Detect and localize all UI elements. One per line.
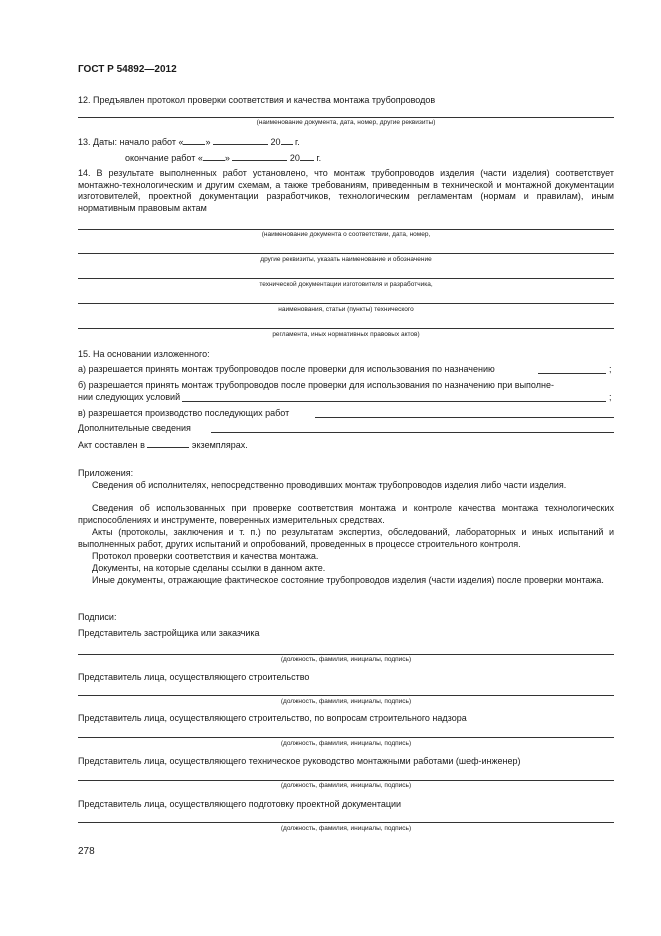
appendix-item: Сведения об использованных при проверке соответствия монтажа и контроле качества монтажа технологических приспособлениях и инструменте, поверенных измерительных средствах.: [78, 503, 614, 525]
year-suffix: г.: [316, 153, 322, 163]
act-copies-field[interactable]: [147, 438, 189, 448]
year-prefix: 20: [289, 153, 300, 163]
item-13-label: 13. Даты:: [78, 137, 118, 147]
item-14-fill-line-3: [78, 278, 614, 279]
item-13-start-label: начало работ «: [119, 137, 184, 147]
item-13-start-row: [78, 135, 614, 149]
act-copies-row: [78, 438, 248, 452]
start-month-field[interactable]: [213, 135, 268, 145]
item-13-end-label: окончание работ «: [125, 153, 203, 163]
signatures-heading: Подписи:: [78, 612, 117, 622]
end-day-field[interactable]: [203, 151, 225, 161]
signature-line-2[interactable]: [78, 695, 614, 696]
item-15-c: в) разрешается производство последующих работ: [78, 408, 290, 418]
item-14-fill-line-4: [78, 303, 614, 304]
signature-role-3: Представитель лица, осуществляющего строительство, по вопросам строительного надзора: [78, 713, 467, 723]
start-year-field[interactable]: [281, 135, 293, 145]
item-14-caption-1: (наименование документа о соответствии, дата, номер,: [261, 231, 431, 238]
act-suffix: экземплярах.: [191, 440, 248, 450]
signature-line-5[interactable]: [78, 822, 614, 823]
item-13-end-row: [125, 151, 661, 165]
semicolon: ;: [609, 392, 612, 402]
signature-role-4: Представитель лица, осуществляющего техническое руководство монтажными работами (шеф-инженер): [78, 756, 521, 766]
signature-line-4[interactable]: [78, 780, 614, 781]
year-prefix: 20: [270, 137, 281, 147]
item-14-caption-4: наименования, статьи (пункты) технического: [278, 306, 414, 313]
year-suffix: г.: [295, 137, 300, 147]
item-14-text: 14. В результате выполненных работ установлено, что монтаж трубопроводов изделия (части изделия) соответствует монтажно-технологическим и другим схемам, а также требованиям, приведенным в технической и монтажной документации изготовителей, проектной документации разработчиков, технологическим регламентам (нормам и правилам), иным нормативным правовым актам: [78, 168, 614, 214]
appendix-item: Иные документы, отражающие фактическое состояние трубопроводов изделия (части изделия) после проверки монтажа.: [92, 575, 604, 585]
quote-close: »: [224, 153, 230, 163]
document-header: ГОСТ Р 54892—2012: [78, 64, 177, 75]
item-15-c-field[interactable]: [315, 409, 614, 418]
item-15-a: а) разрешается принять монтаж трубопроводов после проверки для использования по назначению: [78, 364, 495, 374]
appendix-item: Протокол проверки соответствия и качества монтажа.: [92, 551, 319, 561]
additional-info-label: Дополнительные сведения: [78, 423, 191, 433]
item-15-b-field[interactable]: [182, 393, 606, 402]
signature-line-3[interactable]: [78, 737, 614, 738]
item-14-caption-3: технической документации изготовителя и разработчика,: [259, 281, 433, 288]
item-14-fill-line-5: [78, 328, 614, 329]
appendix-item: Акты (протоколы, заключения и т. п.) по результатам экспертиз, обследований, лабораторных и иных испытаний и выполненных работ, других испытаний и опробований, проведенных в процессе строительного контроля.: [78, 527, 614, 549]
page-number: 278: [78, 846, 95, 857]
item-12-fill-line: [78, 117, 614, 118]
item-15-a-field[interactable]: [538, 365, 606, 374]
appendix-item: Документы, на которые сделаны ссылки в данном акте.: [92, 563, 326, 573]
signature-role-5: Представитель лица, осуществляющего подготовку проектной документации: [78, 799, 402, 809]
item-12-text: 12. Предъявлен протокол проверки соответствия и качества монтажа трубопроводов: [78, 95, 436, 105]
appendix-item: Сведения об исполнителях, непосредственно проводивших монтаж трубопроводов изделия либо части изделия.: [92, 480, 567, 490]
item-15-b-line1: б) разрешается принять монтаж трубопроводов после проверки для использования по назначению при выполне-: [78, 380, 554, 390]
item-12-caption: (наименование документа, дата, номер, другие реквизиты): [256, 119, 436, 126]
item-14-fill-line-2: [78, 253, 614, 254]
item-14-caption-2: другие реквизиты, указать наименование и обозначение: [260, 256, 432, 263]
signature-line-1[interactable]: [78, 654, 614, 655]
end-month-field[interactable]: [232, 151, 287, 161]
end-year-field[interactable]: [300, 151, 314, 161]
signature-caption-2: (должность, фамилия, инициалы, подпись): [280, 698, 412, 705]
semicolon: ;: [609, 364, 612, 374]
start-day-field[interactable]: [183, 135, 205, 145]
additional-info-field[interactable]: [211, 424, 614, 433]
signature-role-2: Представитель лица, осуществляющего строительство: [78, 672, 310, 682]
item-14-caption-5: регламента, иных нормативных правовых актов): [272, 331, 420, 338]
signature-caption-1: (должность, фамилия, инициалы, подпись): [280, 656, 412, 663]
appendices-heading: Приложения:: [78, 468, 134, 478]
signature-caption-5: (должность, фамилия, инициалы, подпись): [280, 825, 412, 832]
signature-role-1: Представитель застройщика или заказчика: [78, 628, 260, 638]
item-15-b-line2: нии следующих условий: [78, 392, 181, 402]
act-prefix: Акт составлен в: [78, 440, 145, 450]
item-14-fill-line-1: [78, 229, 614, 230]
quote-close: »: [205, 137, 211, 147]
signature-caption-3: (должность, фамилия, инициалы, подпись): [280, 740, 412, 747]
signature-caption-4: (должность, фамилия, инициалы, подпись): [280, 782, 412, 789]
item-15-heading: 15. На основании изложенного:: [78, 349, 210, 359]
